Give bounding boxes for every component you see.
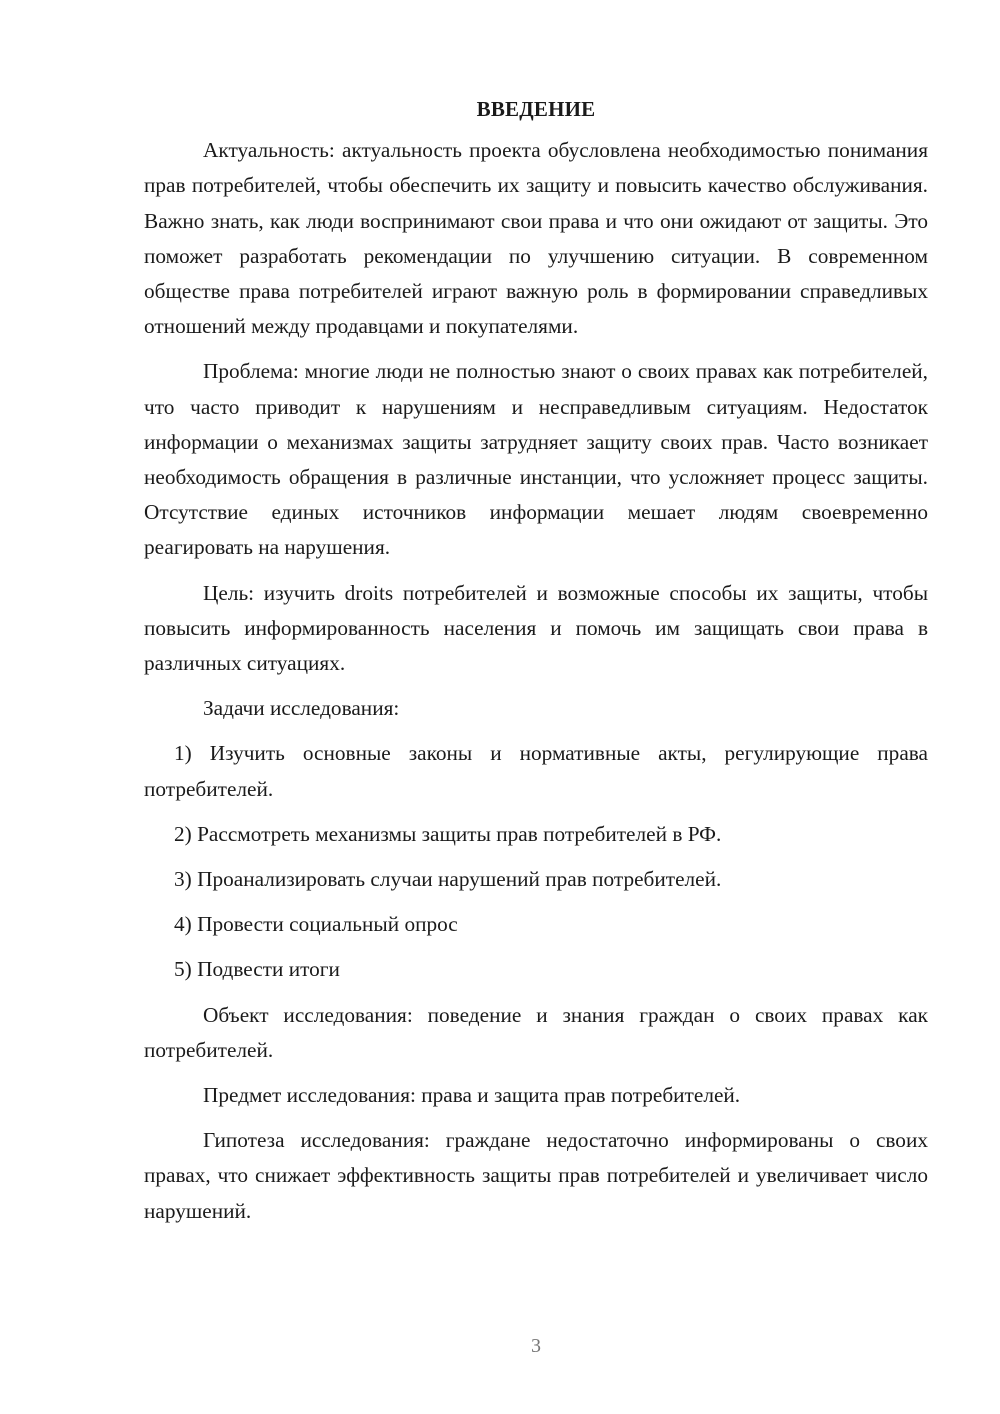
paragraph-subject: Предмет исследования: права и защита прав потребителей. <box>203 1083 741 1108</box>
task-item-2: 2) Рассмотреть механизмы защиты прав потребителей в РФ. <box>174 821 722 846</box>
paragraph-object: Объект исследования: поведение и знания граждан о своих правах как потребителей. <box>144 1002 928 1062</box>
paragraph-problem: Проблема: многие люди не полностью знают о своих правах как потребителей, что часто приводит к нарушениям и несправедливым ситуациям. Недостаток информации о механизмах защиты затрудняет защиту своих прав. Часто возникает необходимость обращения в различные инстанции, что усложняет процесс защиты. Отсутствие единых источников информации мешает людям своевременно реагировать на нарушения. <box>144 359 928 560</box>
page-number: 3 <box>531 1335 541 1357</box>
document-page <box>144 92 928 1239</box>
page-title: ВВЕДЕНИЕ <box>476 97 596 121</box>
paragraph-hypothesis: Гипотеза исследования: граждане недостаточно информированы о своих правах, что снижает эффективность защиты прав потребителей и увеличивает число нарушений. <box>144 1128 928 1223</box>
paragraph-relevance: Актуальность: актуальность проекта обусловлена необходимостью понимания прав потребителей, чтобы обеспечить их защиту и повысить качество обслуживания. Важно знать, как люди воспринимают свои права и что они ожидают от защиты. Это поможет разработать рекомендации по улучшению ситуации. В современном обществе права потребителей играют важную роль в формировании справедливых отношений между продавцами и покупателями. <box>144 138 928 339</box>
tasks-heading: Задачи исследования: <box>203 696 400 721</box>
task-item-1: 1) Изучить основные законы и нормативные акты, регулирующие права потребителей. <box>144 741 928 801</box>
task-item-5: 5) Подвести итоги <box>174 957 340 982</box>
task-item-4: 4) Провести социальный опрос <box>174 912 458 937</box>
paragraph-goal: Цель: изучить droits потребителей и возможные способы их защиты, чтобы повысить информированность населения и помочь им защищать свои права в различных ситуациях. <box>144 580 928 676</box>
task-item-3: 3) Проанализировать случаи нарушений прав потребителей. <box>174 867 722 892</box>
